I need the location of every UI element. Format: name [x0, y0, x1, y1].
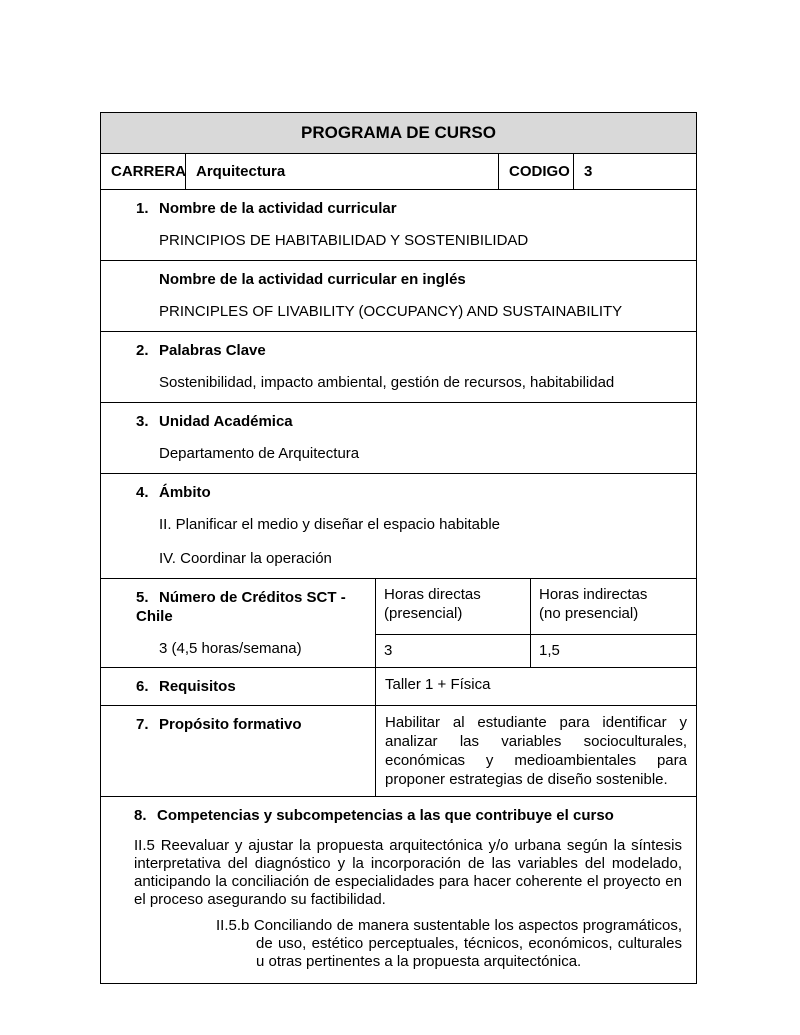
- horas-indirectas-header: [531, 579, 696, 634]
- section-title: Ámbito: [159, 484, 211, 501]
- section-number: 6.: [136, 678, 149, 695]
- document-title: PROGRAMA DE CURSO: [301, 123, 496, 142]
- competencias-paragraph-1: II.5 Reevaluar y ajustar la propuesta arquitectónica y/o urbana según la síntesis interpretativa del diagnóstico y la incorporación de las variables del modelado, anticipando la conciliación de especialidades para hacer coherente el proyecto en el proceso asegurando su factibilidad.: [134, 837, 682, 908]
- section-number: 8.: [134, 807, 147, 824]
- section-heading: [136, 341, 680, 360]
- section-heading: [136, 483, 680, 502]
- requisitos-left-cell: [101, 668, 376, 705]
- section-proposito: [101, 706, 696, 797]
- section-heading: [136, 715, 365, 734]
- carrera-row: [101, 154, 696, 190]
- section-title: Número de Créditos SCT - Chile: [136, 589, 346, 625]
- section-heading: [136, 677, 365, 696]
- section-title: Unidad Académica: [159, 413, 293, 430]
- competencias-paragraph-2: II.5.b Conciliando de manera sustentable los aspectos programáticos, de uso, estético perceptuales, técnicos, económicos, culturales u otras pertinentes a la propuesta arquitectónica.: [216, 917, 682, 970]
- codigo-label: CODIGO: [499, 154, 574, 189]
- section-heading: [136, 412, 680, 431]
- course-program-table: [100, 112, 697, 984]
- section-heading: [134, 806, 682, 825]
- proposito-left-cell: [101, 706, 376, 796]
- horas-indirectas-sublabel: (no presencial): [539, 605, 639, 622]
- section-number: 4.: [136, 484, 149, 501]
- horas-directas-label: Horas directas: [384, 586, 481, 603]
- section-nombre-ingles: [101, 261, 696, 332]
- ambito-line-1: II. Planificar el medio y diseñar el espacio habitable: [159, 516, 501, 533]
- section-palabras-clave: [101, 332, 696, 403]
- section-requisitos: [101, 668, 696, 706]
- section-number: 3.: [136, 413, 149, 430]
- horas-directas-header: [376, 579, 531, 634]
- section-title: Propósito formativo: [159, 716, 302, 733]
- section-heading: [136, 199, 680, 218]
- horas-indirectas-label: Horas indirectas: [539, 586, 648, 603]
- section-ambito: [101, 474, 696, 579]
- proposito-value: Habilitar al estudiante para identificar y analizar las variables socioculturales, económicas y medioambientales para proponer estrategias de diseño sostenible.: [385, 714, 687, 788]
- creditos-grid: [376, 579, 696, 667]
- creditos-left-cell: [101, 579, 376, 667]
- section-number: 5.: [136, 589, 149, 606]
- section-title: Nombre de la actividad curricular en inglés: [159, 271, 466, 288]
- section-number: 1.: [136, 200, 149, 217]
- horas-directas-sublabel: (presencial): [384, 605, 463, 622]
- section-number: 7.: [136, 716, 149, 733]
- section-number: 2.: [136, 342, 149, 359]
- section-unidad-academica: [101, 403, 696, 474]
- horas-indirectas-value: 1,5: [539, 642, 560, 659]
- codigo-value: 3: [584, 163, 593, 180]
- section-competencias: [101, 797, 696, 983]
- section-title: Requisitos: [159, 678, 236, 695]
- horas-directas-value: 3: [376, 635, 531, 667]
- section-heading: [136, 588, 365, 626]
- section-title: Nombre de la actividad curricular: [159, 200, 397, 217]
- carrera-value: Arquitectura: [186, 154, 499, 189]
- section-value: PRINCIPIOS DE HABITABILIDAD Y SOSTENIBILIDAD: [159, 232, 529, 249]
- carrera-label: CARRERA: [101, 154, 186, 189]
- section-title: Palabras Clave: [159, 342, 266, 359]
- creditos-header-row: [376, 579, 696, 635]
- section-creditos: [101, 579, 696, 668]
- section-nombre-curricular: [101, 190, 696, 261]
- creditos-subtitle: 3 (4,5 horas/semana): [159, 640, 302, 657]
- requisitos-value: Taller 1 + Física: [385, 676, 491, 693]
- creditos-values-row: [376, 635, 696, 667]
- ambito-line-2: IV. Coordinar la operación: [159, 550, 332, 567]
- document-title-bar: [101, 113, 696, 154]
- section-title: Competencias y subcompetencias a las que contribuye el curso: [157, 807, 614, 824]
- section-value: PRINCIPLES OF LIVABILITY (OCCUPANCY) AND SUSTAINABILITY: [159, 303, 623, 320]
- section-value: Sostenibilidad, impacto ambiental, gestión de recursos, habitabilidad: [159, 374, 615, 391]
- section-value: Departamento de Arquitectura: [159, 445, 360, 462]
